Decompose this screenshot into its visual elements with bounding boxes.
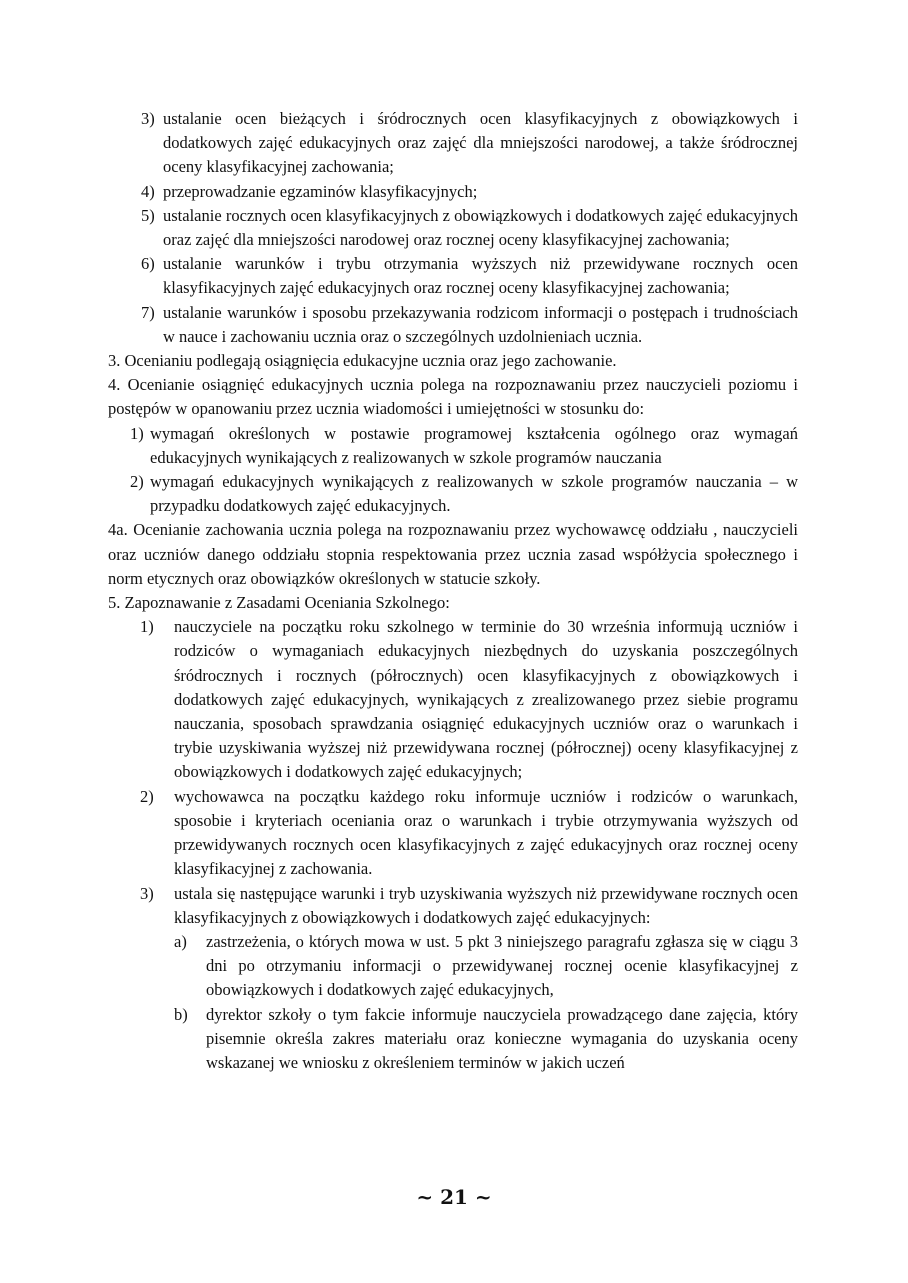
list-item xyxy=(108,301,798,349)
sub-list-letter: a) xyxy=(174,931,187,951)
sub-list-text: zastrzeżenia, o których mowa w ust. 5 pkt 3 niniejszego paragrafu zgłasza się w ciągu 3 dni po otrzymaniu informacji o przewidywanej rocznej ocenie klasyfikacyjnej z obowiązkowych i dodatkowych zajęć edukacyjnych, xyxy=(206,931,798,1000)
paragraph-4: 4. Ocenianie osiągnięć edukacyjnych ucznia polega na rozpoznawaniu przez nauczycieli poziomu i postępów w opanowaniu przez ucznia wiadomości i umiejętności w stosunku do: xyxy=(108,375,798,419)
list-number: 6) xyxy=(141,254,155,274)
list-item xyxy=(108,470,798,518)
list-text: ustalanie warunków i sposobu przekazywania rodzicom informacji o postępach i trudnościach w nauce i zachowaniu ucznia oraz o szczególnych uzdolnieniach ucznia. xyxy=(163,302,798,346)
list-text: wychowawca na początku każdego roku informuje uczniów i rodziców o warunkach, sposobie i kryteriach oceniania oraz o warunkach i trybie otrzymywania wyższych od przewidywanych rocznych ocen klasyfikacyjnych z zajęć edukacyjnych oraz rocznej oceny klasyfikacyjnej z zachowania. xyxy=(174,786,798,879)
list-text: wymagań określonych w postawie programowej kształcenia ogólnego oraz wymagań edukacyjnych wynikających z realizowanych w szkole programów nauczania xyxy=(150,423,798,467)
list-number: 2) xyxy=(140,786,154,806)
page-content xyxy=(108,107,798,1075)
list-text: ustalanie ocen bieżących i śródrocznych ocen klasyfikacyjnych z obowiązkowych i dodatkowych zajęć edukacyjnych oraz zajęć dla mniejszości narodowej, a także śródrocznej oceny klasyfikacyjnej zachowania; xyxy=(163,109,798,177)
list-item xyxy=(108,882,798,930)
list-number: 3) xyxy=(140,883,154,903)
list-number: 5) xyxy=(141,205,155,225)
list-number: 3) xyxy=(141,109,155,128)
list-item xyxy=(108,615,798,784)
list-item xyxy=(108,252,798,300)
sub-list-item xyxy=(108,930,798,1003)
paragraph-5: 5. Zapoznawanie z Zasadami Oceniania Szkolnego: xyxy=(108,593,450,613)
list-number: 2) xyxy=(130,472,144,492)
sub-list-item xyxy=(108,1003,798,1076)
list-item xyxy=(108,180,798,204)
list-item xyxy=(108,107,798,180)
sub-list-letter: b) xyxy=(174,1004,188,1024)
list-text: nauczyciele na początku roku szkolnego w terminie do 30 września informują uczniów i rodziców o wymaganiach edukacyjnych niezbędnych do uzyskania poszczególnych śródrocznych i rocznych (półrocznych) ocen klasyfikacyjnych z obowiązkowych i dodatkowych zajęć edukacyjnych, wynikających z zrealizowanego przez siebie programu nauczania, sposobach sprawdzania osiągnięć edukacyjnych uczniów oraz o warunkach i trybie uzyskiwania wyższej niż przewidywana rocznej (półrocznej) oceny klasyfikacyjnej z obowiązkowych i dodatkowych zajęć edukacyjnych; xyxy=(174,617,798,782)
paragraph-3: 3. Ocenianiu podlegają osiągnięcia edukacyjne ucznia oraz jego zachowanie. xyxy=(108,351,617,371)
sub-list-text: dyrektor szkoły o tym fakcie informuje nauczyciela prowadzącego dane zajęcia, który pisemnie określa zakres materiału oraz konieczne wymagania do uzyskania oceny wskazanej we wniosku z określeniem terminów w jakich uczeń xyxy=(206,1004,798,1072)
list-item xyxy=(108,422,798,470)
list-item xyxy=(108,204,798,252)
list-text: ustalanie warunków i trybu otrzymania wyższych niż przewidywane rocznych ocen klasyfikacyjnych zajęć edukacyjnych oraz rocznej oceny klasyfikacyjnej zachowania; xyxy=(163,254,798,298)
list-text: ustalanie rocznych ocen klasyfikacyjnych z obowiązkowych i dodatkowych zajęć edukacyjnych oraz zajęć dla mniejszości narodowej oraz rocznej oceny klasyfikacyjnej zachowania; xyxy=(163,205,798,250)
list-number: 1) xyxy=(130,423,144,443)
list-text: ustala się następujące warunki i tryb uzyskiwania wyższych niż przewidywane rocznych ocen klasyfikacyjnych z obowiązkowych i dodatkowych zajęć edukacyjnych: xyxy=(174,883,798,927)
list-number: 4) xyxy=(141,181,155,201)
page-number: ~ 21 ~ xyxy=(416,1185,492,1209)
list-item xyxy=(108,785,798,882)
paragraph-4a: 4a. Ocenianie zachowania ucznia polega na rozpoznawaniu przez wychowawcę oddziału , nauczycieli oraz uczniów danego oddziału stopnia respektowania przez ucznia zasad współżycia społecznego i norm etycznych oraz obowiązków określonych w statucie szkoły. xyxy=(108,520,798,588)
list-number: 1) xyxy=(140,617,154,637)
list-number: 7) xyxy=(141,302,155,322)
list-text: wymagań edukacyjnych wynikających z realizowanych w szkole programów nauczania – w przypadku dodatkowych zajęć edukacyjnych. xyxy=(150,472,798,516)
list-text: przeprowadzanie egzaminów klasyfikacyjnych; xyxy=(163,181,478,201)
